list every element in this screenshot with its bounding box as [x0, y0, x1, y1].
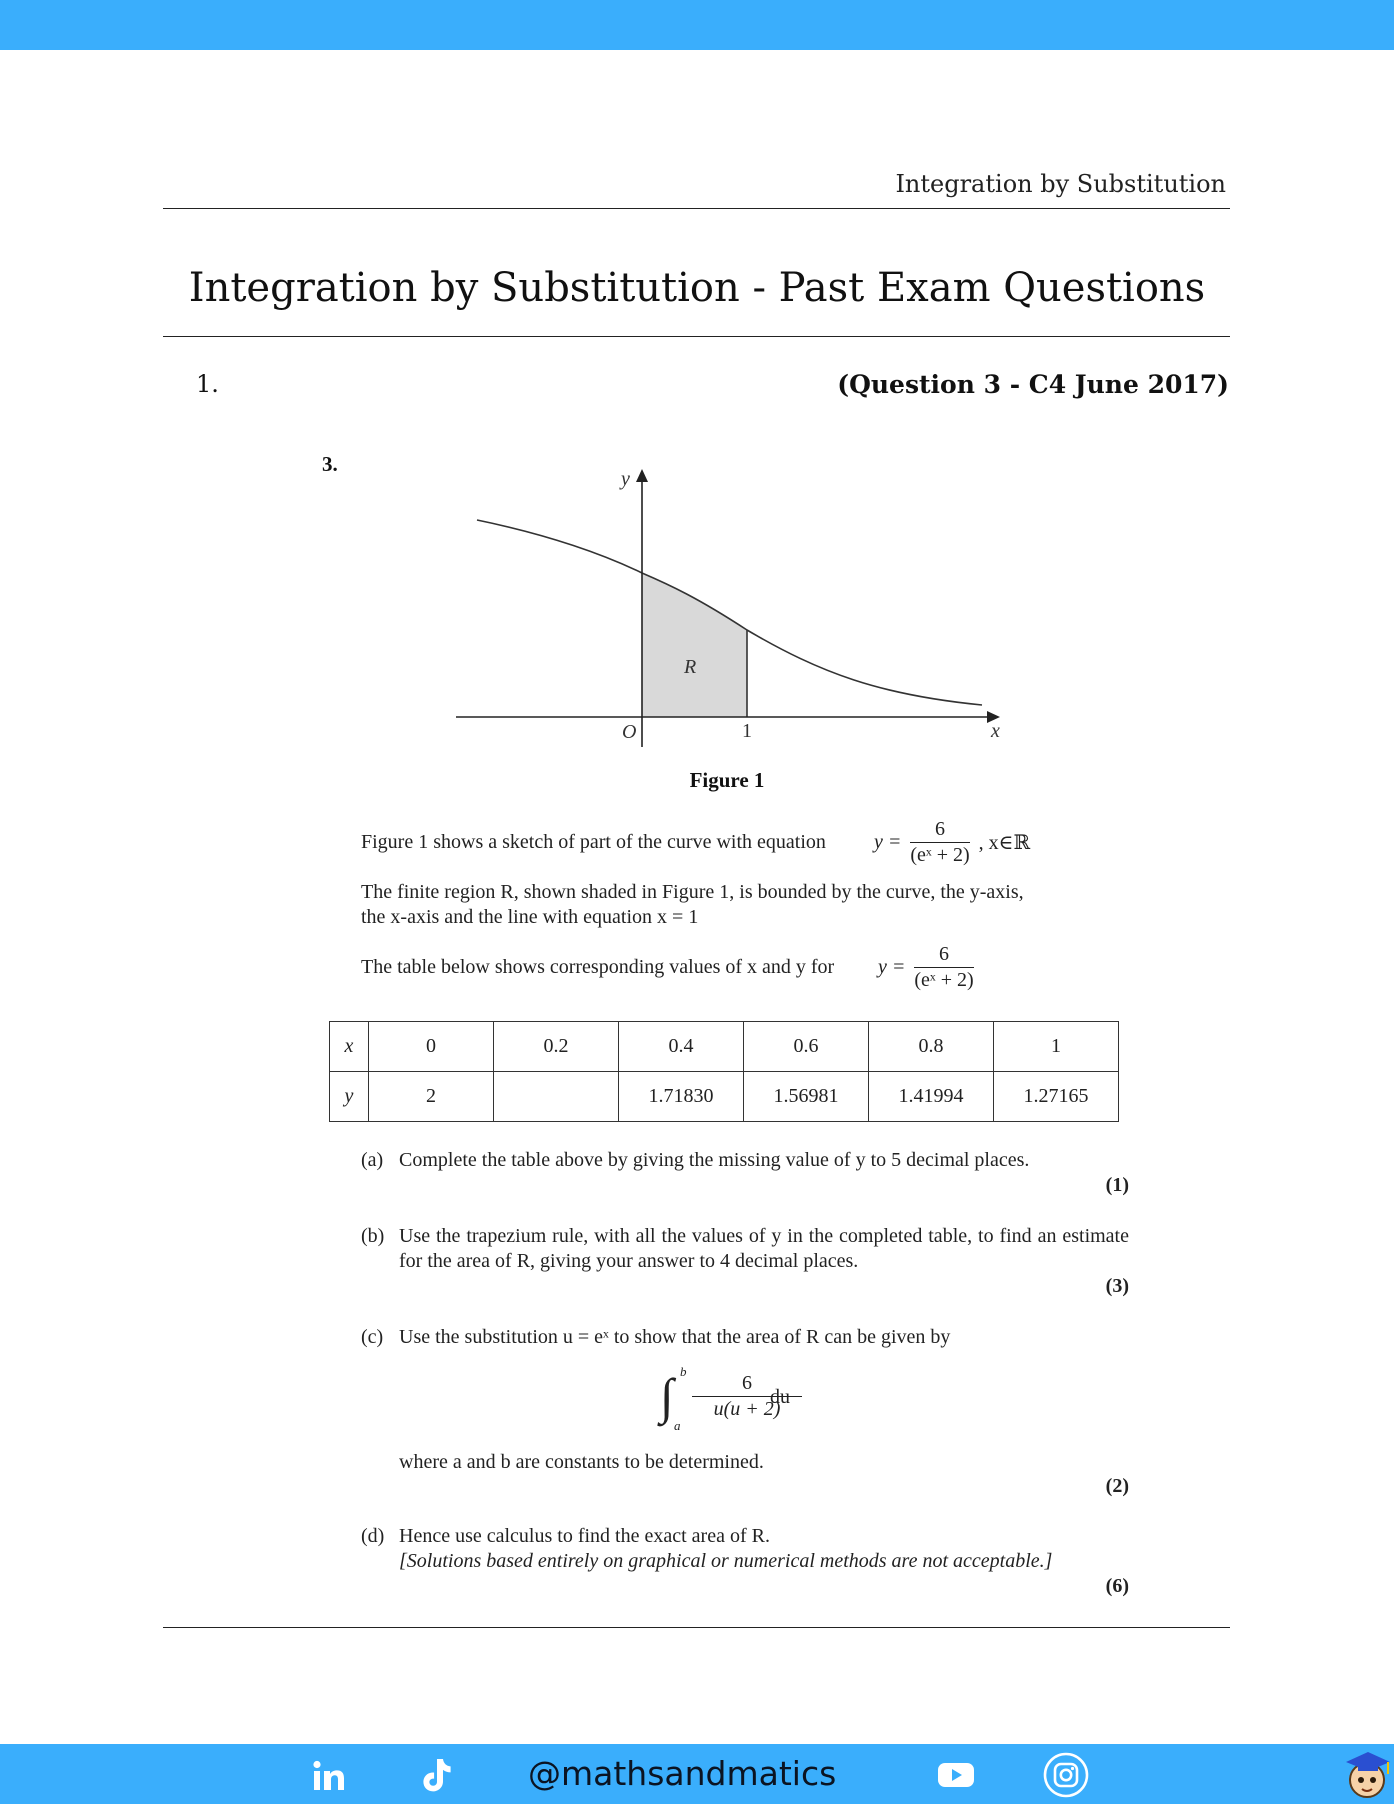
part-a-marks: (1): [1105, 1174, 1129, 1196]
part-c-text: Use the substitution u = eˣ to show that the area of R can be given by: [399, 1326, 951, 1348]
table-cell: 2: [369, 1072, 494, 1122]
eq-denominator: (eˣ + 2): [910, 844, 970, 866]
question-number: 1.: [196, 370, 219, 398]
table-cell-missing: [494, 1072, 619, 1122]
eq2-fraction: [914, 943, 973, 992]
part-c-where-text: where a and b are constants to be determined.: [399, 1451, 764, 1473]
table-cell: 1: [994, 1022, 1119, 1072]
region-line-1: The finite region R, shown shaded in Figure 1, is bounded by the curve, the y-axis,: [361, 881, 1024, 903]
social-handle[interactable]: @mathsandmatics: [528, 1754, 837, 1793]
intro-text: Figure 1 shows a sketch of part of the curve with equation: [361, 831, 826, 853]
part-b-marks: (3): [1105, 1275, 1129, 1297]
table-header-x: x: [330, 1022, 369, 1072]
title-rule: [163, 336, 1230, 337]
table-cell: 0.6: [744, 1022, 869, 1072]
integral-denominator: u(u + 2): [713, 1398, 781, 1420]
page-title: Integration by Substitution - Past Exam Questions: [188, 265, 1206, 311]
x-axis-label: x: [991, 720, 1000, 742]
region-line-2: the x-axis and the line with equation x = 1: [361, 906, 699, 928]
part-b-label: (b): [361, 1225, 385, 1247]
table-cell: 1.71830: [619, 1072, 744, 1122]
tick-label-1: 1: [742, 720, 752, 742]
table-intro: The table below shows corresponding values of x and y for: [361, 956, 835, 978]
integral-upper-limit: b: [680, 1364, 687, 1379]
eq2-numerator: 6: [914, 943, 973, 968]
eq-lhs: y =: [874, 831, 902, 853]
table-cell: 1.27165: [994, 1072, 1119, 1122]
part-d-note: [Solutions based entirely on graphical or numerical methods are not acceptable.]: [399, 1550, 1053, 1572]
curve-equation: [874, 818, 1030, 867]
shaded-region-r: [642, 573, 747, 717]
table-cell: 1.41994: [869, 1072, 994, 1122]
integral-numerator: 6: [692, 1372, 802, 1397]
integral-du: du: [770, 1386, 790, 1408]
region-label: R: [684, 656, 697, 678]
part-d-label: (d): [361, 1525, 385, 1547]
part-c-label: (c): [361, 1326, 384, 1348]
table-cell: 0.2: [494, 1022, 619, 1072]
table-cell: 0: [369, 1022, 494, 1072]
table-header-y: y: [330, 1072, 369, 1122]
eq-fraction: [910, 818, 969, 867]
part-d-text: Hence use calculus to find the exact area of R.: [399, 1525, 770, 1547]
integral-lower-limit: a: [674, 1418, 681, 1433]
header-rule: [163, 208, 1230, 209]
y-axis-arrow: [636, 469, 648, 482]
part-a-text: Complete the table above by giving the missing value of y to 5 decimal places.: [399, 1149, 1030, 1171]
table-cell: 0.8: [869, 1022, 994, 1072]
part-b-text: Use the trapezium rule, with all the values of y in the completed table, to find an estimate for the area of R, giving your answer to 4 decimal places.: [399, 1225, 1129, 1272]
eq-numerator: 6: [910, 818, 969, 843]
table-cell: 1.56981: [744, 1072, 869, 1122]
running-head: Integration by Substitution: [895, 170, 1226, 198]
youtube-icon[interactable]: [937, 1760, 975, 1790]
figure-1-graph: [440, 455, 1020, 755]
part-a-label: (a): [361, 1149, 384, 1171]
eq2-lhs: y =: [878, 956, 906, 978]
top-banner: [0, 0, 1394, 50]
part-d-marks: (6): [1105, 1575, 1129, 1597]
linkedin-icon[interactable]: [312, 1760, 346, 1792]
table-equation: [878, 943, 978, 992]
footer-rule: [163, 1627, 1230, 1628]
origin-label: O: [622, 721, 637, 743]
table-row-x: [330, 1022, 1119, 1072]
values-table: [329, 1021, 1119, 1122]
tiktok-icon[interactable]: [418, 1756, 454, 1794]
table-row-y: [330, 1072, 1119, 1122]
eq-domain: , x∈ℝ: [978, 832, 1031, 854]
y-axis-label: y: [621, 468, 630, 490]
mascot-icon: [1340, 1744, 1392, 1804]
part-c-marks: (2): [1105, 1475, 1129, 1497]
question-reference: (Question 3 - C4 June 2017): [837, 370, 1229, 399]
table-cell: 0.4: [619, 1022, 744, 1072]
integral-sign: ∫: [660, 1368, 674, 1424]
paper-question-number: 3.: [322, 452, 338, 476]
instagram-icon[interactable]: [1043, 1752, 1089, 1798]
eq2-denominator: (eˣ + 2): [914, 969, 974, 991]
figure-caption: Figure 1: [689, 768, 765, 792]
